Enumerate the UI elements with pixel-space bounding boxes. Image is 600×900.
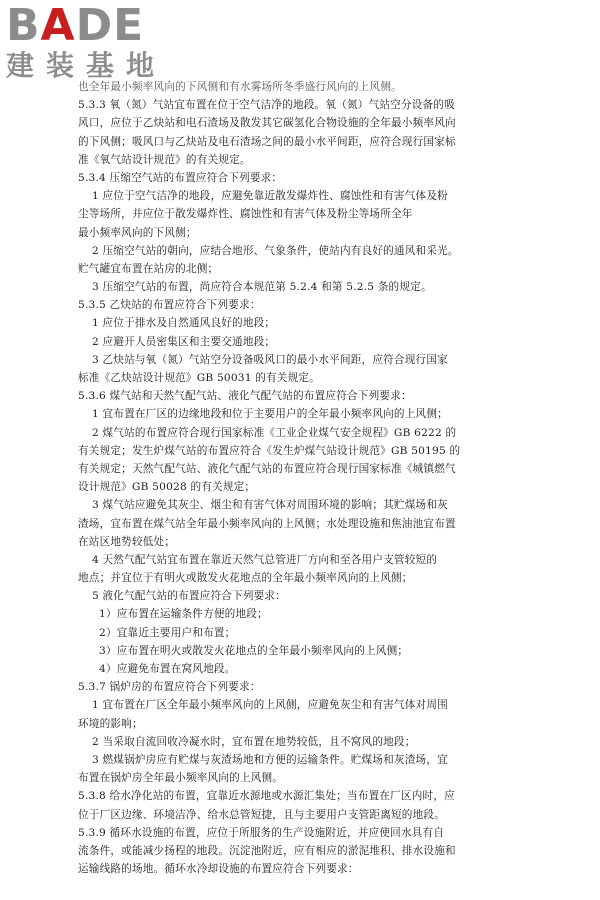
text-line: 环境的影响； [78, 717, 143, 730]
text-line: 4）应避免布置在窝风地段。 [99, 663, 236, 675]
text-line: 有关规定；发生炉煤气站的布置应符合《发生炉煤气站设计规范》GB 50195 的 [78, 444, 461, 457]
text-line: 3 乙炔站与氧（氮）气站空分设备吸风口的最小水平间距，应符合现行国家 [92, 353, 448, 366]
text-line: 2 压缩空气站的朝向，应结合地形、气象条件，使站内有良好的通风和采光。 [92, 244, 459, 257]
text-line: 流条件，或能减少扬程的地段。沉淀池附近，应有相应的淤泥堆积、排水设施和 [78, 844, 456, 857]
text-line: 最小频率风向的下风侧； [78, 226, 197, 239]
text-line: 有关规定；天然气配气站、液化气配气站的布置应符合现行国家标准《城镇燃气 [78, 462, 456, 475]
text-line: 1）应布置在运输条件方便的地段； [99, 608, 268, 621]
text-line: 贮气罐宜布置在站房的北侧； [78, 262, 219, 275]
text-line: 5.3.4 压缩空气站的布置应符合下列要求： [78, 171, 283, 184]
brand-logo [6, 0, 167, 82]
text-line: 5.3.3 氧（氮）气站宜布置在位于空气洁净的地段。氧（氮）气站空分设备的吸 [78, 99, 455, 112]
text-line: 风口，应位于乙炔站和电石渣场及散发其它碳氢化合物设施的全年最小频率风向 [78, 117, 456, 130]
logo-wordmark [6, 0, 166, 51]
text-line: 标准《乙炔站设计规范》GB 50031 的有关规定。 [78, 372, 320, 384]
text-line: 3 煤气站应避免其灰尘、烟尘和有害气体对周围环境的影响；其贮煤场和灰 [92, 499, 448, 512]
text-line: 5.3.8 给水净化站的布置，宜靠近水源地或水源汇集处；当布置在厂区内时，应 [78, 790, 455, 803]
text-line: 位于厂区边缘、环境洁净、给水总管短捷，且与主要用户支管距离短的地段。 [78, 808, 445, 821]
text-line: 运输线路的场地。循环水冷却设施的布置应符合下列要求： [78, 863, 359, 876]
text-line: 2 煤气站的布置应符合现行国家标准《工业企业煤气安全规程》GB 6222 的 [92, 426, 457, 439]
logo-letter-a: A [40, 0, 76, 51]
text-line: 地点；并宜位于有明火或散发火花地点的全年最小频率风向的上风侧； [78, 572, 413, 585]
text-line: 渣场，宜布置在煤气站全年最小频率风向的上风侧；水处理设施和焦油池宜布置 [78, 517, 456, 530]
text-line: 5.3.5 乙炔站的布置应符合下列要求： [78, 299, 261, 312]
text-line: 3 燃煤锅炉房应有贮煤与灰渣场地和方便的运输条件。贮煤场和灰渣场，宜 [92, 753, 448, 766]
logo-letter-b: B [6, 0, 41, 51]
text-line: 5.3.7 锅炉房的布置应符合下列要求： [78, 681, 261, 694]
logo-letters-de: DE [75, 0, 145, 51]
document-page [78, 78, 538, 878]
text-line: 4 天然气配气站宜布置在靠近天然气总管进厂方向和至各用户支管较短的 [92, 553, 438, 566]
text-line: 5 液化气配气站的布置应符合下列要求： [92, 590, 286, 603]
text-line: 5.3.9 循环水设施的布置，应位于所服务的生产设施附近，并应使回水具有自 [78, 826, 445, 839]
logo-subtitle: 建装基地 [6, 49, 167, 82]
text-line: 尘等场所，并应位于散发爆炸性、腐蚀性和有害气体及粉尘等场所全年 [78, 208, 413, 221]
text-line: 设计规范》GB 50028 的有关规定； [78, 481, 256, 494]
text-line: 5.3.6 煤气站和天然气配气站、液化气配气站的布置应符合下列要求： [78, 390, 412, 403]
text-line: 布置在锅炉房全年最小频率风向的上风侧。 [78, 772, 284, 785]
text-line: 1 应位于空气洁净的地段，应避免靠近散发爆炸性、腐蚀性和有害气体及粉 [92, 190, 448, 203]
text-line: 2 应避开人员密集区和主要交通地段； [92, 335, 276, 348]
text-line: 2 当采取自流回收冷凝水时，宜布置在地势较低，且不窝风的地段； [92, 735, 416, 748]
text-line: 2）宜靠近主要用户和布置； [99, 626, 236, 639]
text-line: 1 宜布置在厂区的边缘地段和位于主要用户的全年最小频率风向的上风侧； [92, 408, 448, 421]
text-line: 也全年最小频率风向的下风侧和有水雾场所冬季盛行风向的上风侧。 [78, 81, 402, 93]
text-line: 的下风侧；吸风口与乙炔站及电石渣场之间的最小水平间距，应符合现行国家标 [78, 135, 456, 148]
text-line: 准《氧气站设计规范》的有关规定。 [78, 153, 251, 166]
text-line: 3 压缩空气站的布置，尚应符合本规范第 5.2.4 和第 5.2.5 条的规定。 [92, 281, 432, 294]
text-line: 在站区地势较低处； [78, 535, 176, 548]
text-line: 3）应布置在明火或散发火花地点的全年最小频率风向的上风侧； [99, 644, 409, 657]
text-line: 1 宜布置在厂区全年最小频率风向的上风侧，应避免灰尘和有害气体对周围 [92, 699, 448, 712]
text-line: 1 应位于排水及自然通风良好的地段； [92, 317, 276, 330]
